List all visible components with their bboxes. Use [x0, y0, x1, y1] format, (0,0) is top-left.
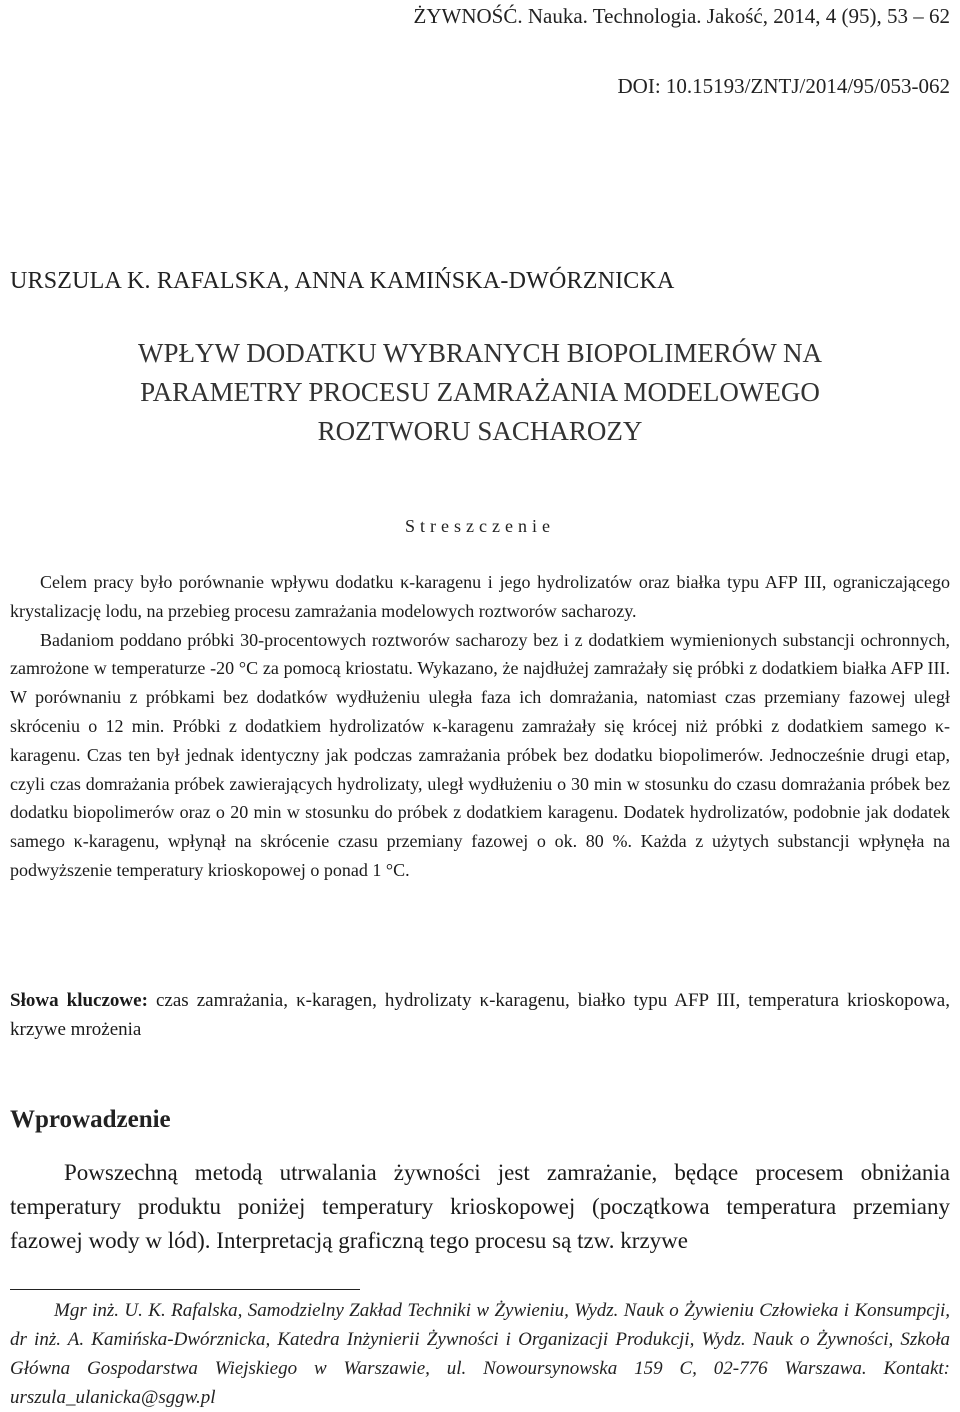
article-title: [10, 334, 950, 451]
abstract-heading: Streszczenie: [405, 516, 555, 536]
intro-section: [10, 1156, 950, 1258]
keywords: [10, 986, 950, 1044]
article-page: [10, 0, 950, 1407]
title-line: WPŁYW DODATKU WYBRANYCH BIOPOLIMERÓW NA: [138, 338, 822, 368]
journal-citation: ŻYWNOŚĆ. Nauka. Technologia. Jakość, 2014, 4 (95), 53 – 62: [413, 4, 950, 28]
abstract: [10, 568, 950, 885]
section-heading: Wprowadzenie: [10, 1106, 171, 1133]
footnote-rule: [10, 1289, 360, 1290]
authors: URSZULA K. RAFALSKA, ANNA KAMIŃSKA-DWÓRZNICKA: [10, 268, 675, 294]
intro-paragraph: Powszechną metodą utrwalania żywności jest zamrażanie, będące procesem obniżania temperatury produktu poniżej temperatury krioskopowej (początkowa temperatura przemiany fazowej wody w lód). Interpretacją graficzną tego procesu są tzw. krzywe: [10, 1160, 950, 1253]
footnote: [10, 1296, 950, 1412]
footnote-text: Mgr inż. U. K. Rafalska, Samodzielny Zakład Techniki w Żywieniu, Wydz. Nauk o Żywieniu Człowieka i Konsumpcji, dr inż. A. Kamińska-Dwórznicka, Katedra Inżynierii Żywności i Organizacji Produkcji, Wydz. Nauk o Żywności, Szkoła Główna Gospodarstwa Wiejskiego w Warszawie, ul. Nowoursynowska 159 C, 02-776 Warszawa. Kontakt: urszula_ulanicka@sggw.pl: [10, 1300, 950, 1408]
keywords-text: czas zamrażania, κ-karagen, hydrolizaty κ-karagenu, białko typu AFP III, temperatura krioskopowa, krzywe mrożenia: [10, 990, 950, 1040]
title-line: PARAMETRY PROCESU ZAMRAŻANIA MODELOWEGO: [140, 377, 820, 407]
doi: DOI: 10.15193/ZNTJ/2014/95/053-062: [617, 74, 950, 98]
keywords-label: Słowa kluczowe:: [10, 990, 148, 1011]
abstract-paragraph: Celem pracy było porównanie wpływu dodatku κ-karagenu i jego hydrolizatów oraz białka typu AFP III, ograniczającego krystalizację lodu, na przebieg procesu zamrażania modelowych roztworów sacharozy.: [10, 572, 950, 621]
abstract-paragraph: Badaniom poddano próbki 30-procentowych roztworów sacharozy bez i z dodatkiem wymienionych substancji ochronnych, zamrożone w temperaturze -20 °C za pomocą kriostatu. Wykazano, że najdłużej zamrażały się próbki z dodatkiem białka AFP III. W porównaniu z próbkami bez dodatków wydłużeniu uległa faza ich domrażania, natomiast czas przemiany fazowej uległ skróceniu o 12 min. Próbki z dodatkiem hydrolizatów κ-karagenu zamrażały się krócej niż próbki z dodatkiem samego κ-karagenu. Czas ten był jednak identyczny jak podczas zamrażania próbek bez dodatku biopolimerów. Jednocześnie drugi etap, czyli czas domrażania próbek zawierających hydrolizaty, uległ wydłużeniu o 30 min w stosunku do czasu domrażania próbek bez dodatku biopolimerów oraz o 20 min w stosunku do próbek z dodatkiem karagenu. Dodatek hydrolizatów, podobnie jak dodatek samego κ-karagenu, wpłynął na skrócenie czasu przemiany fazowej o ok. 80 %. Każda z użytych substancji wpłynęła na podwyższenie temperatury krioskopowej o ponad 1 °C.: [10, 629, 950, 880]
title-line: ROZTWORU SACHAROZY: [317, 416, 643, 446]
